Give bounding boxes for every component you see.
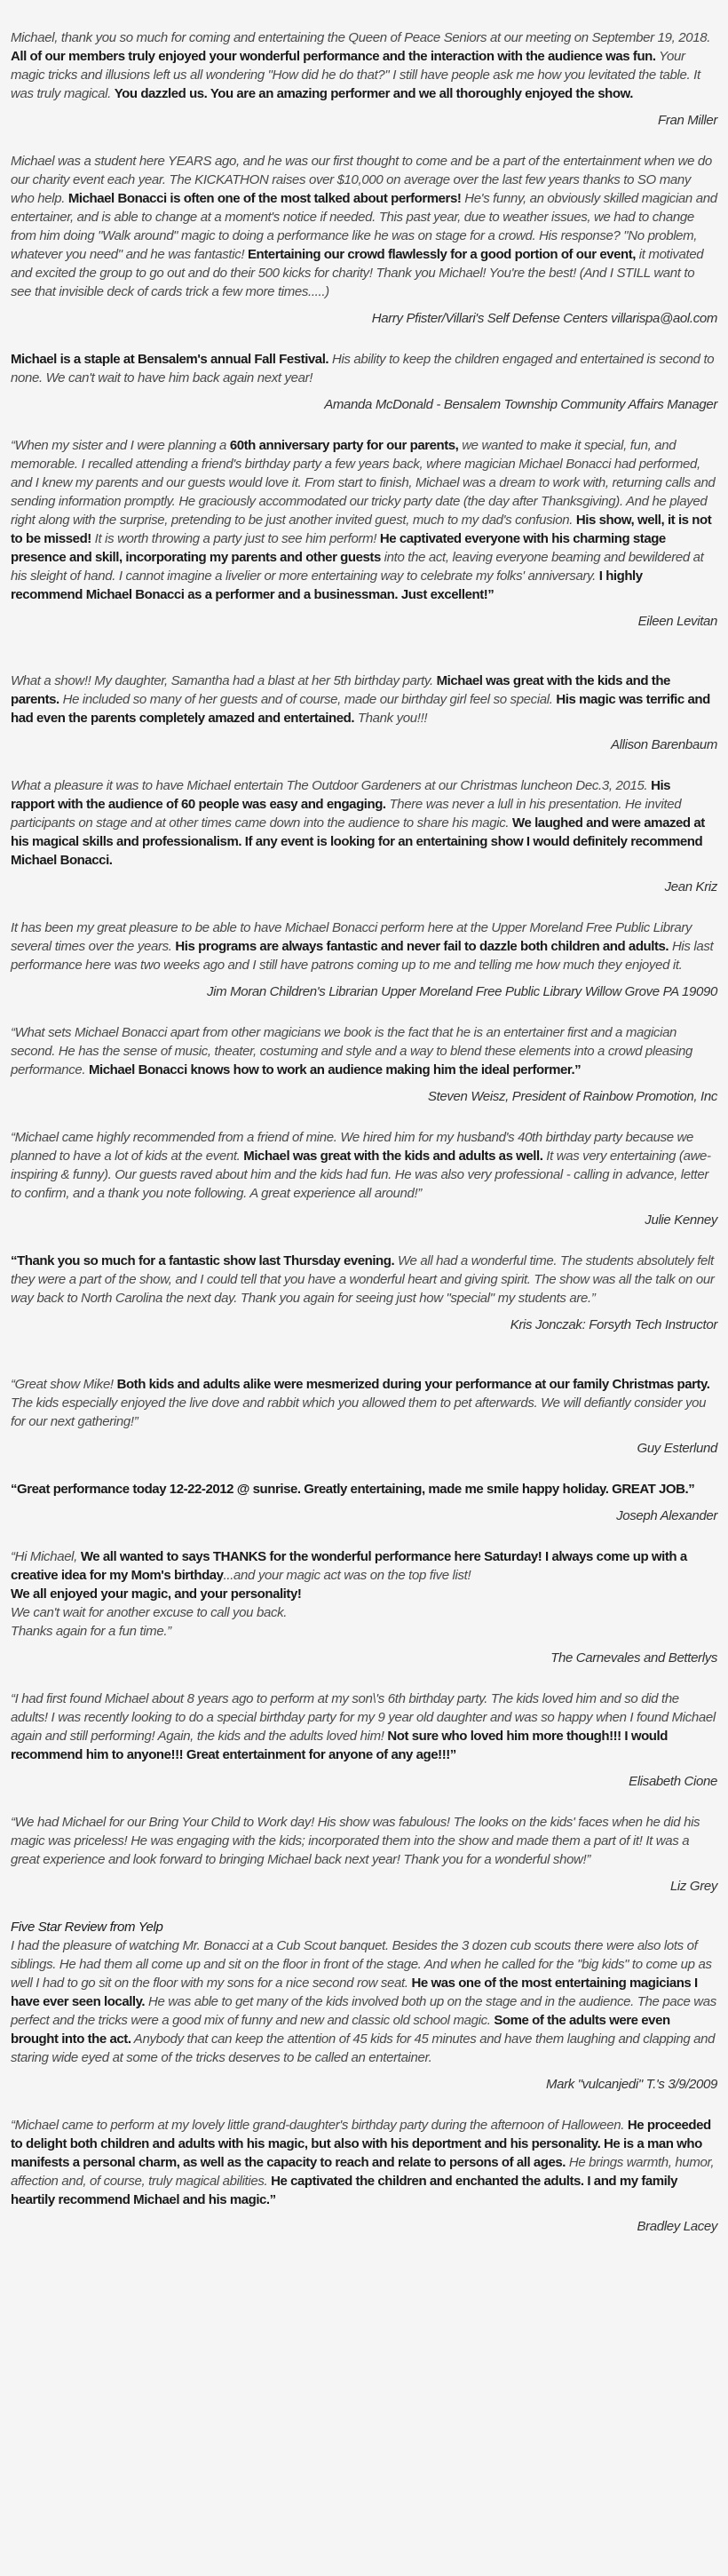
quote-text: Michael was a student here YEARS ago, and he was our first thought to come and be a part of the entertainment when we do our charity event each year. The KICKATHON raises over $10,000 on average over the last few years thanks to SO many who help. (11, 154, 712, 206)
quote-text: “Great show Mike! (11, 1377, 117, 1392)
testimonial (11, 1128, 717, 1229)
testimonial (11, 1547, 717, 1667)
testimonial (11, 1252, 717, 1334)
quote-text: It is worth throwing a party just to see him perform! (91, 531, 380, 546)
quote-highlight: We all wanted to says THANKS for the wonderful performance here Saturday! I always come up with a creative idea for my Mom's birthday (11, 1549, 687, 1583)
quote-highlight: He captivated everyone with his charming stage presence and skill, incorporating my parents and other guests (11, 531, 666, 565)
quote-highlight: Both kids and adults alike were mesmerized during your performance at our family Christmas party. (116, 1377, 710, 1392)
testimonial-author: Fran Miller (658, 113, 717, 128)
quote-text: What a pleasure it was to have Michael entertain The Outdoor Gardeners at our Christmas luncheon Dec.3, 2015. (11, 778, 652, 793)
testimonial-quote (11, 918, 717, 974)
quote-highlight: Michael was great with the kids and adults as well. (243, 1149, 543, 1164)
testimonial-author: Bradley Lacey (637, 2219, 717, 2234)
quote-highlight: His show, well, it is not to be missed! (11, 513, 712, 546)
quote-text: His ability to keep the children engaged and entertained is second to none. We can't wait to have him back again next year! (11, 352, 715, 386)
testimonial (11, 436, 717, 631)
testimonial-quote (11, 1690, 717, 1764)
quote-highlight: Michael is a staple at Bensalem's annual Fall Festival. (11, 352, 329, 367)
quote-text: What a show!! My daughter, Samantha had a blast at her 5th birthday party. (11, 673, 437, 688)
testimonial-quote (11, 1128, 717, 1203)
quote-highlight: Not sure who loved him more though!!! I would recommend him to anyone!!! Great entertainment for anyone of any age!!!” (11, 1729, 668, 1762)
quote-text: “Michael came to perform at my lovely little grand-daughter's birthday party during the afternoon of Halloween. (11, 2118, 628, 2133)
testimonial-quote (11, 1023, 717, 1079)
testimonial-author: Jean Kriz (664, 879, 717, 894)
testimonial-quote (11, 28, 717, 103)
testimonial-quote (11, 1375, 717, 1431)
testimonial-author: Mark "vulcanjedi" T.'s 3/9/2009 (545, 2077, 717, 2092)
quote-text: He included so many of her guests and of course, made our birthday girl feel so special. (59, 692, 557, 707)
testimonial-author: Julie Kenney (645, 1212, 717, 1228)
testimonial-quote (11, 776, 717, 870)
testimonial-author: Amanda McDonald - Bensalem Township Community Affairs Manager (324, 397, 717, 412)
quote-text: we wanted to make it special, fun, and memorable. I recalled attending a friend's birthday party a few years back, where magician Michael Bonacci had performed, and I knew my parents and our guests would love it. From start to finish, Michael was a dream to work with, returning calls and sending information promptly. He graciously accommodated our tricky party date (the day after Thanksgiving). And he played right along with the surprise, pretending to be just another invited guest, much to my dad's confusion. (11, 438, 716, 528)
quote-highlight: “Thank you so much for a fantastic show last Thursday evening. (11, 1253, 395, 1268)
testimonial-author: Harry Pfister/Villari's Self Defense Centers villarispa@aol.com (371, 311, 717, 326)
quote-text: “What sets Michael Bonacci apart from other magicians we book is the fact that he is an entertainer first and a magician second. He has the sense of music, theater, costuming and style and a way to blend these elements into a crowd pleasing performance. (11, 1025, 692, 1077)
quote-highlight: We laughed and were amazed at his magical skills and professionalism. If any event is looking for an entertaining show I would definitely recommend Michael Bonacci. (11, 815, 705, 868)
quote-text: “We had Michael for our Bring Your Child to Work day! His show was fabulous! The looks on the kids' faces when he did his magic was priceless! He was engaging with the kids; incorporated them into the show and made them a part of it! It was a great experience and look forward to bringing Michael back next year! Thank you for a wonderful show!” (11, 1815, 700, 1867)
testimonial-quote (11, 1813, 717, 1869)
testimonial-author: Joseph Alexander (616, 1508, 717, 1523)
testimonial-quote (11, 1547, 717, 1641)
testimonial-author: Allison Barenbaum (611, 737, 717, 752)
testimonial (11, 672, 717, 754)
quote-text: He was able to get many of the kids involved both up on the stage and in the audience. The pace was perfect and the tricks were a good mix of funny and new and classic old school magic. (11, 1994, 716, 2028)
quote-highlight: “Great performance today 12-22-2012 @ sunrise. Greatly entertaining, made me smile happy holiday. GREAT JOB.” (11, 1482, 695, 1497)
testimonial (11, 1375, 717, 1458)
quote-highlight: 60th anniversary party for our parents, (229, 438, 459, 453)
quote-highlight: Entertaining our crowd flawlessly for a good portion of our event, (247, 247, 636, 262)
quote-text: “I had first found Michael about 8 years ago to perform at my son\'s 6th birthday party. The kids loved him and so did the adults! I was recently looking to do a special birthday party for my 9 year old daughter and was so happy when I found Michael again and still performing! Again, the kids and the adults loved him! (11, 1691, 716, 1744)
testimonial-author: Steven Weisz, President of Rainbow Promotion, Inc (427, 1089, 717, 1104)
quote-highlight: His magic was terrific and had even the parents completely amazed and entertained. (11, 692, 710, 726)
testimonial-quote (11, 152, 717, 301)
quote-text: We all had a wonderful time. The students absolutely felt they were a part of the show, and I could tell that you have a wonderful heart and giving spirit. The show was all the talk on our way back to North Carolina the next day. Thank you again for seeing just how "special" my students are.” (11, 1253, 715, 1306)
quote-highlight: His programs are always fantastic and never fail to dazzle both children and adults. (175, 939, 669, 954)
testimonial-author: Liz Grey (669, 1879, 717, 1894)
testimonial-quote (11, 350, 717, 387)
testimonial (11, 1690, 717, 1791)
quote-highlight: He was one of the most entertaining magicians I have ever seen locally. (11, 1976, 698, 2009)
quote-highlight: All of our members truly enjoyed your wonderful performance and the interaction with the audience was fun. (11, 49, 656, 64)
testimonial-quote (11, 2116, 717, 2209)
quote-highlight: His rapport with the audience of 60 people was easy and engaging. (11, 778, 671, 812)
testimonial (11, 776, 717, 896)
testimonial-author: Elisabeth Cione (629, 1774, 717, 1789)
testimonial (11, 1023, 717, 1106)
quote-text: “Michael came highly recommended from a friend of mine. We hired him for my husband's 40th birthday party because we planned to have a lot of kids at the event. (11, 1130, 694, 1164)
testimonial (11, 1480, 717, 1525)
testimonial (11, 152, 717, 328)
quote-highlight: We all enjoyed your magic, and your personality! (11, 1586, 302, 1602)
testimonial (11, 1813, 717, 1896)
testimonial-quote (11, 1480, 717, 1499)
testimonial (11, 918, 717, 1001)
quote-highlight: I highly recommend Michael Bonacci as a performer and a businessman. Just excellent!” (11, 568, 643, 602)
testimonial-author: Eileen Levitan (637, 614, 717, 629)
quote-text: Michael, thank you so much for coming and entertaining the Queen of Peace Seniors at our meeting on September 19, 2018. (11, 30, 711, 45)
testimonial-quote (11, 436, 717, 604)
testimonial-quote (11, 672, 717, 727)
quote-highlight: You dazzled us. You are an amazing performer and we all thoroughly enjoyed the show. (114, 86, 633, 101)
quote-text: His last performance here was two weeks ago and I still have patrons coming up to me and telling me how much they enjoyed it. (11, 939, 714, 973)
testimonial-author: The Carnevales and Betterlys (550, 1650, 717, 1666)
quote-text: It was very entertaining (awe-inspiring & funny). Our guests raved about him and the kids had fun. He was also very professional - calling in advance, letter to confirm, and a thank you note following. A great experience all around!” (11, 1149, 711, 1201)
quote-text: It has been my great pleasure to be able to have Michael Bonacci perform here at the Upper Moreland Free Public Library several times over the years. (11, 920, 692, 954)
quote-text: He brings warmth, humor, affection and, of course, truly magical abilities. (11, 2155, 715, 2189)
quote-text: There was never a lull in his presentation. He invited participants on stage and at other times came down into the audience to share his magic. (11, 797, 682, 831)
quote-text: He's funny, an obviously skilled magician and entertainer, and is able to change at a moment's notice if needed. This past year, due to weather issues, we had to change from him doing "Walk around" magic to doing a performance like he was on stage for a crowd. His response? "No problem, whatever you need" and he was fantastic! (11, 191, 717, 262)
quote-text: The kids especially enjoyed the live dove and rabbit which you allowed them to pet afterwards. We will defiantly consider you for our next gathering!” (11, 1395, 707, 1429)
quote-text: “When my sister and I were planning a (11, 438, 230, 453)
testimonial-author: Guy Esterlund (637, 1441, 717, 1456)
testimonial-heading: Five Star Review from Yelp (11, 1920, 163, 1935)
quote-text: it motivated and excited the group to go out and do their 500 kicks for charity! Thank you Michael! You're the best! (And I STILL want to see that invisible deck of cards trick a few more times.....) (11, 247, 704, 299)
quote-text: Thank you!!! (354, 711, 428, 726)
testimonial (11, 350, 717, 414)
quote-highlight: He captivated the children and enchanted the adults. I and my family heartily recommend Michael and his magic.” (11, 2174, 677, 2207)
testimonial-author: Jim Moran Children's Librarian Upper Moreland Free Public Library Willow Grove PA 19090 (206, 984, 717, 999)
testimonial-quote (11, 1252, 717, 1308)
quote-text: “Hi Michael, (11, 1549, 81, 1564)
testimonial-author: Kris Jonczak: Forsyth Tech Instructor (510, 1317, 717, 1332)
quote-highlight: Michael Bonacci knows how to work an audience making him the ideal performer.” (89, 1062, 582, 1077)
testimonial (11, 2116, 717, 2236)
quote-highlight: Some of the adults were even brought into the act. (11, 2013, 670, 2047)
quote-text: Your magic tricks and illusions left us all wondering "How did he do that?" I still have people ask me how you levitated the table. It was truly magical. (11, 49, 700, 101)
quote-text: Anybody that can keep the attention of 45 kids for 45 minutes and have them laughing and clapping and staring wide eyed at some of the tricks deserves to be called an entertainer. (11, 2031, 716, 2065)
quote-highlight: Michael Bonacci is often one of the most talked about performers! (67, 191, 462, 206)
quote-text: I had the pleasure of watching Mr. Bonacci at a Cub Scout banquet. Besides the 3 dozen cub scouts there were also lots of siblings. He had them all come up and sit on the floor in front of the stage. And when he called for the "big kids" to come up as well I had to go sit on the floor with my sons for a nice second row seat. (11, 1938, 712, 1991)
quote-highlight: He proceeded to delight both children and adults with his magic, but also with his deportment and his personality. He is a man who manifests a personal charm, as well as the capacity to reach and relate to persons of all ages. (11, 2118, 711, 2170)
quote-text: We can't wait for another excuse to call you back. Thanks again for a fun time.” (11, 1605, 288, 1639)
quote-highlight: Michael was great with the kids and the parents. (11, 673, 670, 707)
quote-text: into the act, leaving everyone beaming and bewildered at his sleight of hand. I cannot imagine a livelier or more entertaining way to celebrate my folks' anniversary. (11, 550, 704, 584)
testimonial-quote (11, 1936, 717, 2067)
quote-text: ...and your magic act was on the top five list! (223, 1568, 471, 1583)
testimonial (11, 28, 717, 130)
testimonial (11, 1918, 717, 2094)
